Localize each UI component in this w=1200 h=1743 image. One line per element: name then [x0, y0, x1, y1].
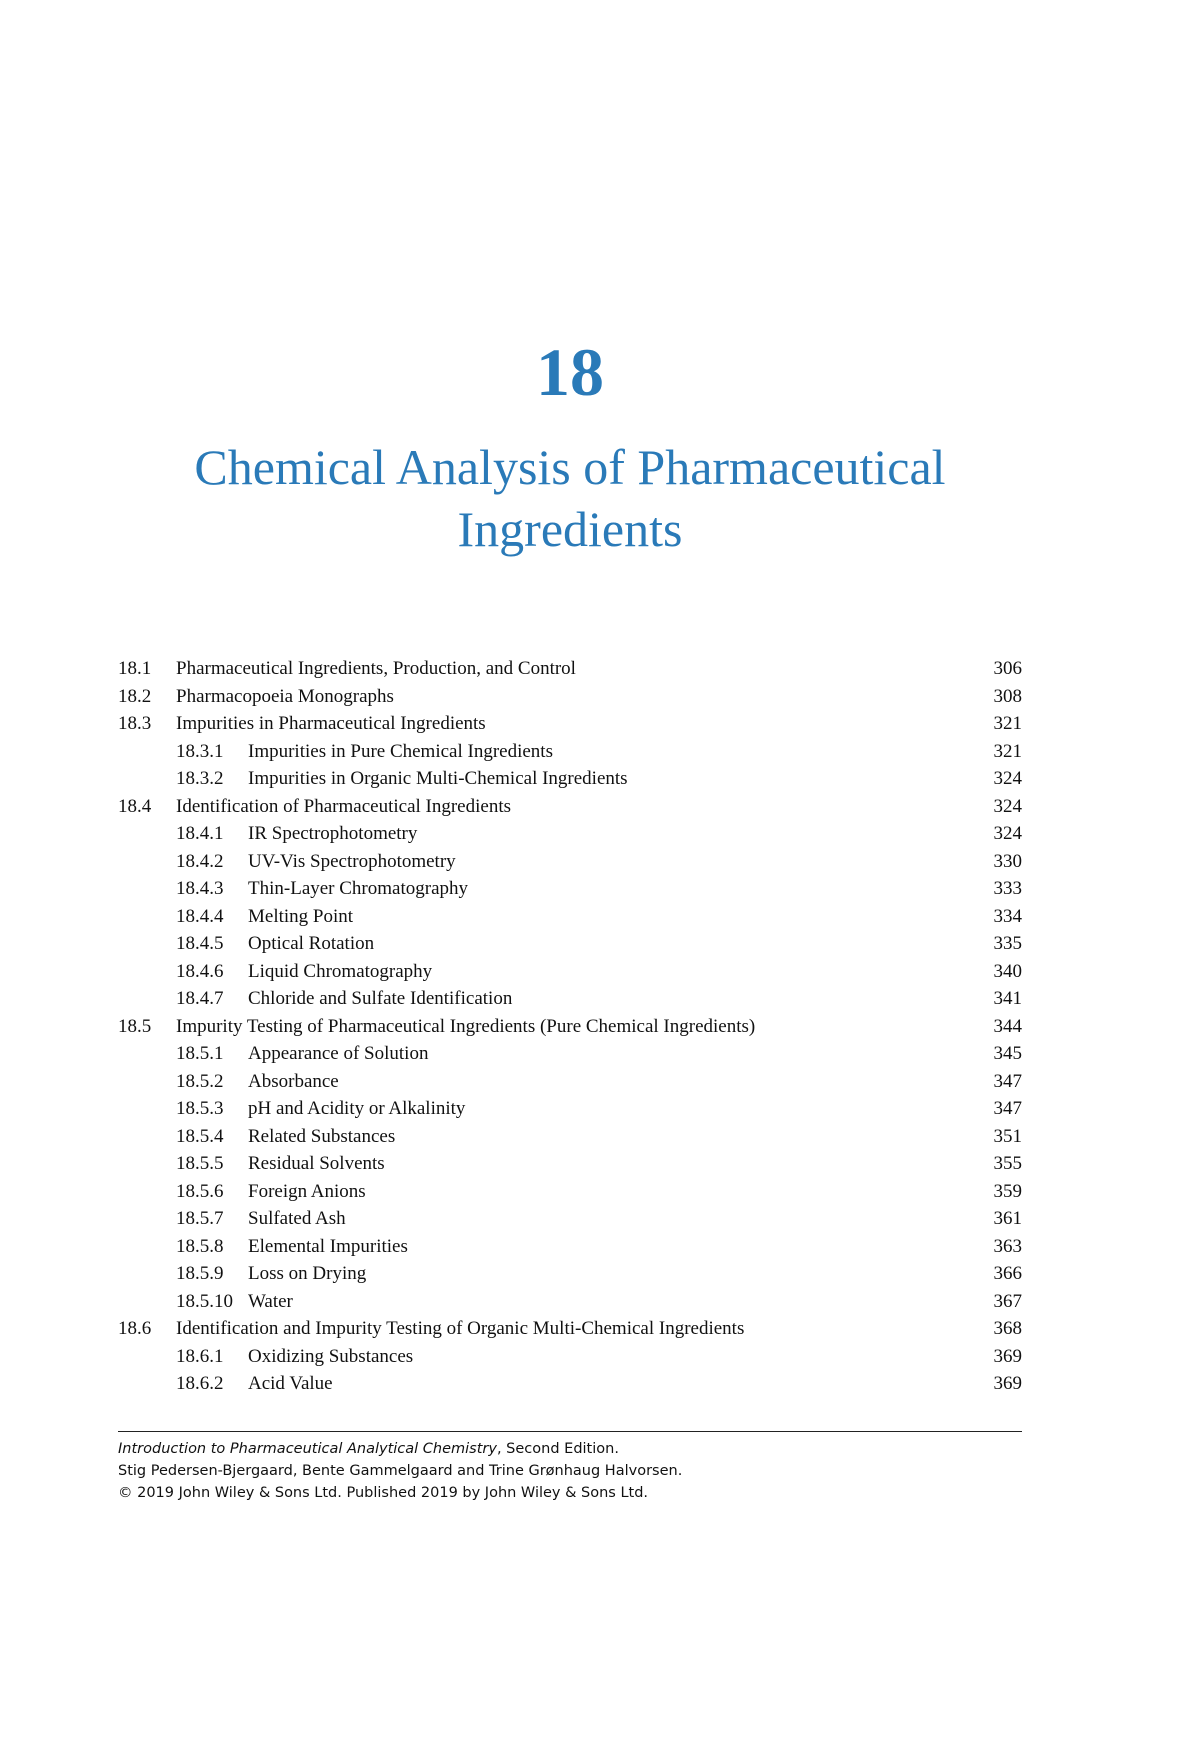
toc-page-number: 340	[993, 960, 1022, 982]
toc-section-title: Foreign Anions	[248, 1180, 366, 1202]
toc-page-number: 341	[993, 988, 1022, 1009]
toc-section-title: Absorbance	[248, 1070, 339, 1092]
toc-entry[interactable]	[118, 738, 1022, 766]
toc-section-title: IR Spectrophotometry	[248, 823, 418, 844]
toc-section-title: Elemental Impurities	[248, 1235, 408, 1257]
toc-section-title: Impurities in Pharmaceutical Ingredients	[176, 713, 486, 734]
toc-entry[interactable]	[118, 985, 1022, 1013]
footer-divider	[118, 1431, 1022, 1432]
toc-section-number: 18.3.2	[176, 768, 224, 789]
toc-page-number: 324	[993, 768, 1022, 789]
toc-entry[interactable]	[118, 1013, 1022, 1041]
toc-entry[interactable]	[118, 820, 1022, 848]
toc-page-number: 366	[993, 1263, 1022, 1284]
toc-entry[interactable]	[118, 683, 1022, 711]
toc-section-number: 18.5.1	[176, 1043, 224, 1064]
toc-entry[interactable]	[118, 710, 1022, 738]
toc-section-title: Loss on Drying	[248, 1263, 367, 1284]
footer-citation-line	[118, 1438, 1022, 1460]
toc-section-title: Oxidizing Substances	[248, 1345, 414, 1367]
footer	[118, 1438, 1022, 1504]
toc-section-title: Thin-Layer Chromatography	[248, 878, 469, 899]
toc-entry[interactable]	[118, 848, 1022, 876]
toc-page-number: 369	[993, 1345, 1022, 1367]
toc-page-number: 347	[993, 1098, 1022, 1119]
toc-entry[interactable]	[118, 958, 1022, 986]
toc-section-number: 18.6.1	[176, 1345, 224, 1367]
toc-section-title: Chloride and Sulfate Identification	[248, 988, 513, 1009]
toc-section-title: Residual Solvents	[248, 1153, 385, 1174]
toc-page-number: 359	[993, 1180, 1022, 1202]
toc-page-number: 344	[993, 1015, 1022, 1037]
toc-section-title: Pharmaceutical Ingredients, Production, and Control	[176, 658, 576, 679]
toc-entry[interactable]	[118, 930, 1022, 958]
toc-page-number: 321	[993, 713, 1022, 734]
toc-entry[interactable]	[118, 1040, 1022, 1068]
toc-page-number: 368	[993, 1318, 1022, 1339]
toc-section-number: 18.5.7	[176, 1208, 224, 1229]
toc-section-number: 18.5.5	[176, 1153, 224, 1174]
toc-entry[interactable]	[118, 1068, 1022, 1096]
toc-entry[interactable]	[118, 1315, 1022, 1343]
toc-section-number: 18.5.10	[176, 1290, 233, 1312]
toc-section-number: 18.3	[118, 713, 152, 734]
chapter-title	[0, 436, 1140, 560]
toc-section-number: 18.4.2	[176, 850, 224, 872]
chapter-title-line-2: Ingredients	[457, 501, 683, 557]
toc-section-number: 18.4.7	[176, 988, 224, 1009]
toc-entry[interactable]	[118, 1370, 1022, 1398]
toc-section-number: 18.1	[118, 658, 152, 679]
toc-entry[interactable]	[118, 903, 1022, 931]
chapter-number: 18	[536, 334, 604, 410]
toc-entry[interactable]	[118, 1260, 1022, 1288]
toc-section-number: 18.5.2	[176, 1070, 224, 1092]
chapter-title-line-1: Chemical Analysis of Pharmaceutical	[194, 439, 946, 495]
toc-section-number: 18.5.4	[176, 1125, 224, 1147]
toc-page-number: 345	[993, 1043, 1022, 1064]
toc-page-number: 363	[993, 1235, 1022, 1257]
toc-section-number: 18.5.8	[176, 1235, 224, 1257]
toc-section-number: 18.2	[118, 685, 152, 707]
toc-page-number: 355	[993, 1153, 1022, 1174]
toc-page-number: 367	[993, 1290, 1022, 1312]
toc-entry[interactable]	[118, 1150, 1022, 1178]
toc-entry[interactable]	[118, 1095, 1022, 1123]
toc-page-number: 324	[993, 795, 1022, 817]
toc-section-title: Optical Rotation	[248, 933, 375, 954]
toc-section-number: 18.4.1	[176, 823, 224, 844]
toc-page-number: 369	[993, 1373, 1022, 1394]
toc-page-number: 347	[993, 1070, 1022, 1092]
toc-entry[interactable]	[118, 875, 1022, 903]
toc-section-title: Liquid Chromatography	[248, 960, 433, 982]
toc-section-title: Impurities in Organic Multi-Chemical Ingredients	[248, 768, 628, 789]
toc-page-number: 308	[993, 685, 1022, 707]
toc-section-number: 18.5.6	[176, 1180, 224, 1202]
toc-entry[interactable]	[118, 1343, 1022, 1371]
toc-section-title: Impurities in Pure Chemical Ingredients	[248, 740, 553, 762]
footer-authors: Stig Pedersen-Bjergaard, Bente Gammelgaard and Trine Grønhaug Halvorsen.	[118, 1463, 683, 1479]
toc-section-title: Impurity Testing of Pharmaceutical Ingredients (Pure Chemical Ingredients)	[176, 1015, 756, 1037]
toc-section-title: Sulfated Ash	[248, 1208, 346, 1229]
toc-section-title: pH and Acidity or Alkalinity	[248, 1098, 466, 1119]
toc-section-title: Water	[248, 1290, 293, 1312]
toc-section-number: 18.5.9	[176, 1263, 224, 1284]
toc-page-number: 333	[993, 878, 1022, 899]
toc-page-number: 334	[993, 905, 1022, 927]
toc-entry[interactable]	[118, 1178, 1022, 1206]
toc-page-number: 324	[993, 823, 1022, 844]
toc-section-number: 18.4	[118, 795, 152, 817]
toc-section-title: UV-Vis Spectrophotometry	[248, 850, 456, 872]
toc-section-number: 18.3.1	[176, 740, 224, 762]
toc-section-number: 18.4.6	[176, 960, 224, 982]
toc-section-title: Pharmacopoeia Monographs	[176, 685, 394, 707]
book-edition: , Second Edition.	[496, 1441, 619, 1457]
toc-section-number: 18.6.2	[176, 1373, 224, 1394]
toc-section-number: 18.4.4	[176, 905, 224, 927]
toc-page-number: 351	[993, 1125, 1022, 1147]
toc-page-number: 306	[993, 658, 1022, 679]
toc-entry[interactable]	[118, 765, 1022, 793]
toc-section-title: Acid Value	[248, 1373, 333, 1394]
toc-entry[interactable]	[118, 655, 1022, 683]
toc-entry[interactable]	[118, 1233, 1022, 1261]
toc-page-number: 361	[993, 1208, 1022, 1229]
toc-section-title: Identification of Pharmaceutical Ingredients	[176, 795, 512, 817]
book-title: Introduction to Pharmaceutical Analytical Chemistry	[118, 1441, 497, 1457]
toc-section-title: Melting Point	[248, 905, 354, 927]
table-of-contents	[118, 655, 1022, 1398]
toc-section-title: Related Substances	[248, 1125, 396, 1147]
footer-copyright: © 2019 John Wiley & Sons Ltd. Published 2019 by John Wiley & Sons Ltd.	[118, 1485, 649, 1501]
toc-page-number: 330	[993, 850, 1022, 872]
toc-entry[interactable]	[118, 793, 1022, 821]
toc-section-title: Identification and Impurity Testing of Organic Multi-Chemical Ingredients	[176, 1318, 745, 1339]
toc-entry[interactable]	[118, 1205, 1022, 1233]
toc-section-number: 18.4.3	[176, 878, 224, 899]
toc-entry[interactable]	[118, 1288, 1022, 1316]
toc-page-number: 335	[993, 933, 1022, 954]
toc-section-number: 18.4.5	[176, 933, 224, 954]
toc-section-number: 18.6	[118, 1318, 152, 1339]
toc-section-number: 18.5	[118, 1015, 152, 1037]
toc-section-title: Appearance of Solution	[248, 1043, 429, 1064]
toc-section-number: 18.5.3	[176, 1098, 224, 1119]
toc-page-number: 321	[993, 740, 1022, 762]
toc-entry[interactable]	[118, 1123, 1022, 1151]
